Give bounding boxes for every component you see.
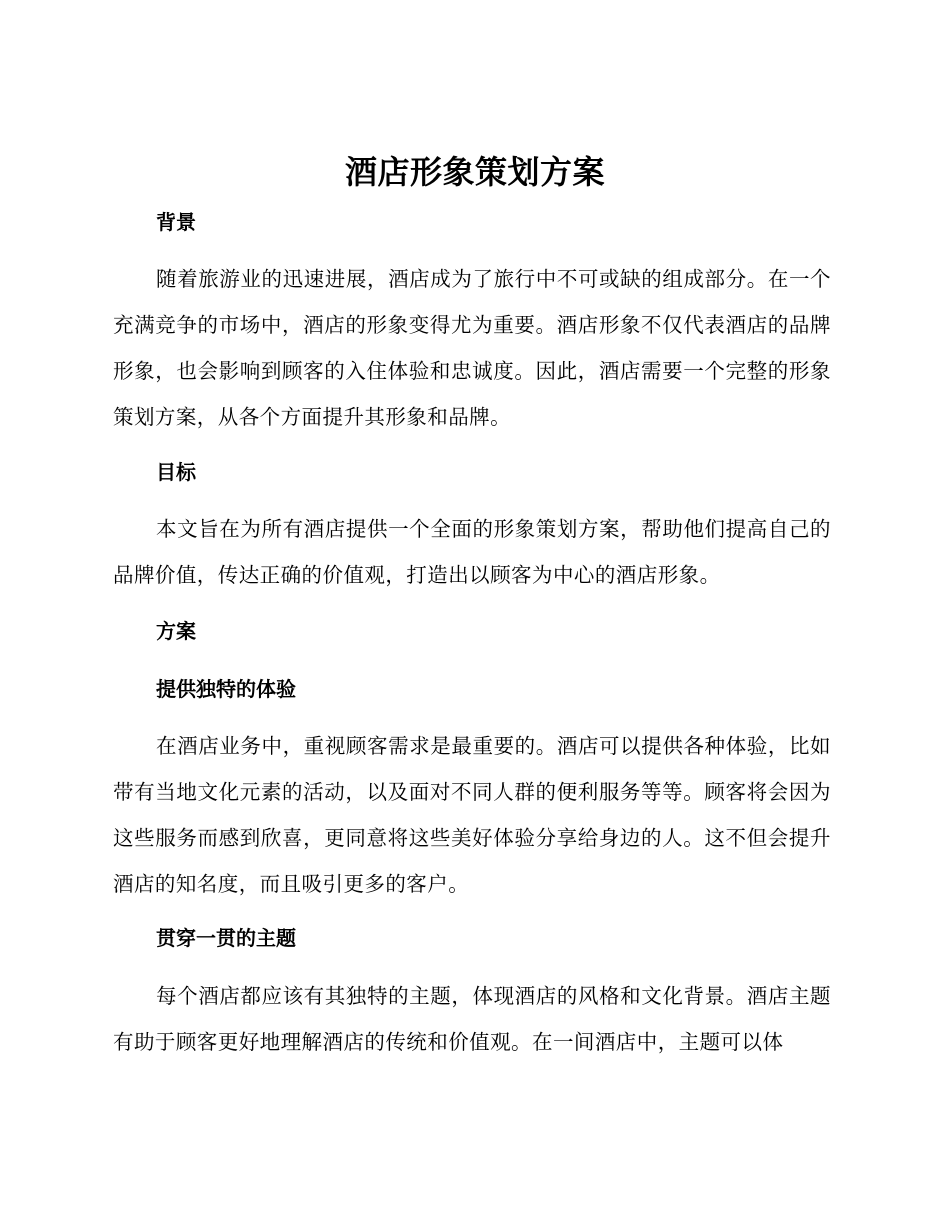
document-title: 酒店形象策划方案	[344, 153, 605, 191]
section-heading-background: 背景	[156, 210, 196, 234]
section-heading-goal: 目标	[156, 460, 196, 484]
section-paragraph-background: 随着旅游业的迅速进展，酒店成为了旅行中不可或缺的组成部分。在一个充满竞争的市场中，酒店的形象变得尤为重要。酒店形象不仅代表酒店的品牌形象，也会影响到顾客的入住体验和忠诚度。因此，酒店需要一个完整的形象策划方案，从各个方面提升其形象和品牌。	[113, 267, 831, 429]
section-heading-unique-experience: 提供独特的体验	[156, 677, 296, 701]
section-heading-consistent-theme: 贯穿一贯的主题	[156, 926, 296, 950]
section-paragraph-consistent-theme: 每个酒店都应该有其独特的主题，体现酒店的风格和文化背景。酒店主题有助于顾客更好地理解酒店的传统和价值观。在一间酒店中，主题可以体	[113, 984, 831, 1054]
section-paragraph-goal: 本文旨在为所有酒店提供一个全面的形象策划方案，帮助他们提高自己的品牌价值，传达正确的价值观，打造出以顾客为中心的酒店形象。	[113, 517, 831, 587]
section-heading-plan: 方案	[156, 619, 196, 643]
section-paragraph-unique-experience: 在酒店业务中，重视顾客需求是最重要的。酒店可以提供各种体验，比如带有当地文化元素的活动，以及面对不同人群的便利服务等等。顾客将会因为这些服务而感到欣喜，更同意将这些美好体验分享给身边的人。这不但会提升酒店的知名度，而且吸引更多的客户。	[113, 734, 831, 896]
